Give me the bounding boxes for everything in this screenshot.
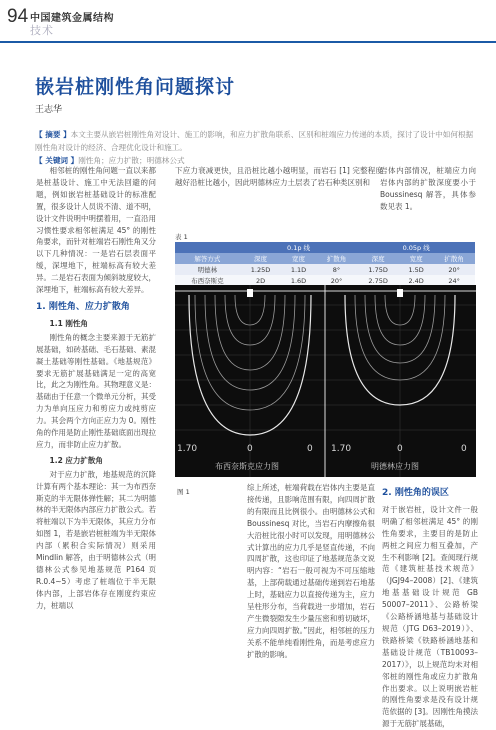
- subsection-heading-1-2: 1.2 应力扩散角: [49, 455, 103, 465]
- table-cell: 1.6D: [281, 275, 315, 286]
- table-cell: 明德林: [175, 264, 240, 275]
- table-header: 解答方式: [175, 253, 240, 264]
- abstract-block: [35, 128, 475, 167]
- figure-stress-diagram: [175, 285, 476, 477]
- page-number: 94: [7, 6, 29, 27]
- paragraph-stress-diffusion: 对于应力扩散，地基规范的沉降计算有两个基本理论：其一为布西奈斯克的半无限体弹性解；其二为明德林的半无限体内部应力扩散公式。若将桩端以下为半无限体，其应力分布如图 1，若是嵌岩桩桩端为半无限体内部（累积合实际情况）则采用 Mindlin 解答，由于明德林公式（明德林公式参见地基规范 P164 页 R.0.4~5）考虑了桩端位于半无限体内部，上部岩体存在刚度约束应力，桩端以: [36, 469, 156, 610]
- table-row: [175, 264, 475, 275]
- section-heading-2: 2. 刚性角的误区: [382, 488, 449, 498]
- article-title: 嵌岩桩刚性角问题探讨: [35, 76, 236, 98]
- table-header: 扩散角: [316, 253, 358, 264]
- table-cell: 1.5D: [399, 264, 433, 275]
- table-header: 深度: [240, 253, 282, 264]
- table-cell: 20°: [316, 275, 358, 286]
- abstract-text: 本文主要从嵌岩桩刚性角对设计、施工的影响，和应力扩散角联系、区别和桩端应力传递的本质，探讨了设计中如何根据刚性角对设计的经济、合理优化设计和施工。: [35, 130, 474, 152]
- table-cell: 1.25D: [240, 264, 282, 275]
- table-group-row: [175, 242, 475, 253]
- table-cell: 1.75D: [357, 264, 399, 275]
- figure-tick: 0: [461, 444, 467, 454]
- col3-bottom-text: 对于嵌岩桩，设计文件一般明确了相邻桩满足 45° 的刚性角要求，主要目的是防止两桩之间应力相互叠加，产生不利影响 [2]。查阅现行规范《建筑桩基技术规范》（JGJ94–2008）[2]、《建筑地基基础设计规范 GB 50007–2011》、公路桥梁《公路桥涵地基与基础设计规范（JTG D63–2019）》、铁路桥梁《铁路桥涵地基和基础设计规范（TB10093–2017）》，以上规范均未对相邻桩的刚性角或应力扩散角作出要求。以上说明嵌岩桩的刚性角要求是没有设计规范依据的 [3]。因刚性角摸法源于无筋扩展基础，: [382, 504, 478, 729]
- abstract-paragraph: [35, 128, 475, 154]
- figure-label: 图 1: [177, 488, 190, 496]
- figure-tick: 0: [307, 444, 313, 454]
- col2-bottom-text: 综上所述，桩端荷载在岩体内主要是直接传递，且影响范围有限，向四周扩散的有限而且比例很小。由明德林公式和 Boussinesq 对比，当岩石内摩擦角很大沿桩比很小时可以发现，用明德林公式计算出的应力几乎是竖直传递，不向四周扩散，这也印证了地基规范条文说明内容：“岩石一般可视为不可压缩地基，上部荷载通过基础传递到岩石地基上时，基础应力以直接传递为主，应力呈柱形分布，当荷载进一步增加，岩石产生微裂隙发生少量压密和剪切破坏，应力向四周扩散。”因此，相邻桩的压力关系不能单纯看刚性角，而是考虑应力扩散的影响。: [247, 483, 375, 659]
- table-header-row: [175, 253, 475, 264]
- column-2-top: [175, 165, 383, 189]
- table-cell: 2D: [240, 275, 282, 286]
- stress-diagram-svg: [175, 285, 476, 477]
- table-cell: 2.4D: [399, 275, 433, 286]
- figure-tick: 0: [397, 444, 403, 454]
- table-cell: 布西奈斯克: [175, 275, 240, 286]
- data-table: [175, 242, 475, 286]
- table-group-1: 0.1p 线: [240, 242, 358, 253]
- table-label: 表 1: [175, 233, 188, 241]
- intro-paragraph: 相邻桩的刚性角问题一直以来都是桩基设计、施工中无法回避的问题，例如嵌岩桩基础设计的标准配置，很多设计人员说不清、道不明，设计文件说明中明摆着用，一直沿用习惯性要求相邻桩满足 45° 的刚性角要求，而针对桩端岩石刚性角又分以下几种情况：一是岩石层表面平缓，深埋地下，桩端标高有较大差异。二是岩石表面为倾斜坡度较大，深埋地下，桩端标高有较大差异。: [36, 166, 156, 295]
- header-rule: [0, 41, 496, 43]
- column-3-top: [380, 165, 476, 213]
- table-header: 扩散角: [433, 253, 475, 264]
- table-header: 宽度: [399, 253, 433, 264]
- journal-name: 中国建筑金属结构: [30, 13, 114, 24]
- table-cell: 20°: [433, 264, 475, 275]
- paragraph-rigid-angle: 刚性角的概念主要来源于无筋扩展基础，如砖基础、毛石基础、素混凝土基础等刚性基础。《地基规范》要求无筋扩展基础满足一定的高宽比，此之为刚性角。其物理意义是：基础由于任意一个微单元分析，其受力为单向压应力和剪应力或纯剪应力。其会两个方向正应力为 0。刚性角的作用是防止刚性基础底面出现拉应力，而非防止应力扩散。: [36, 332, 156, 449]
- figure-tick: 1.70: [177, 444, 198, 454]
- col3-top-text: 岩体内部情况，桩端应力向岩体内部的扩散深度要小于 Boussinesq 解答，具体参数见表 1。: [380, 166, 476, 211]
- column-2-bottom: [247, 482, 375, 661]
- table-header: 宽度: [281, 253, 315, 264]
- subsection-heading-1-1: 1.1 刚性角: [49, 318, 88, 328]
- keywords-text: 刚性角；应力扩散；明德林公式: [78, 156, 185, 165]
- col2-top-text: 下应力衰减更快，且沿桩比越小越明显，而岩石 [1] 完整程度越好沿桩比越小，因此明德林应力土层表了岩石种类区别和: [175, 166, 383, 187]
- table-cell: 8°: [316, 264, 358, 275]
- column-1: [36, 165, 156, 612]
- page-header: [0, 0, 496, 50]
- table-cell: 2.75D: [357, 275, 399, 286]
- figure-caption-left: 布西奈斯克应力图: [215, 462, 279, 471]
- article-author: 王志华: [35, 105, 63, 115]
- figure-tick: 1.70: [331, 444, 352, 454]
- table-group-2: 0.05p 线: [357, 242, 475, 253]
- section-heading-1: 1. 刚性角、应力扩散角: [36, 301, 130, 312]
- table-cell: 24°: [433, 275, 475, 286]
- section-tag: 技术: [30, 24, 54, 37]
- figure-tick: 0: [247, 444, 253, 454]
- abstract-tag: 【 摘要 】: [35, 130, 71, 139]
- keywords-tag: 【 关键词 】: [35, 156, 79, 165]
- column-3-bottom: [382, 482, 478, 730]
- table-group-empty: [175, 242, 240, 253]
- table-cell: 1.1D: [281, 264, 315, 275]
- table-header: 深度: [357, 253, 399, 264]
- figure-caption-right: 明德林应力图: [371, 462, 419, 471]
